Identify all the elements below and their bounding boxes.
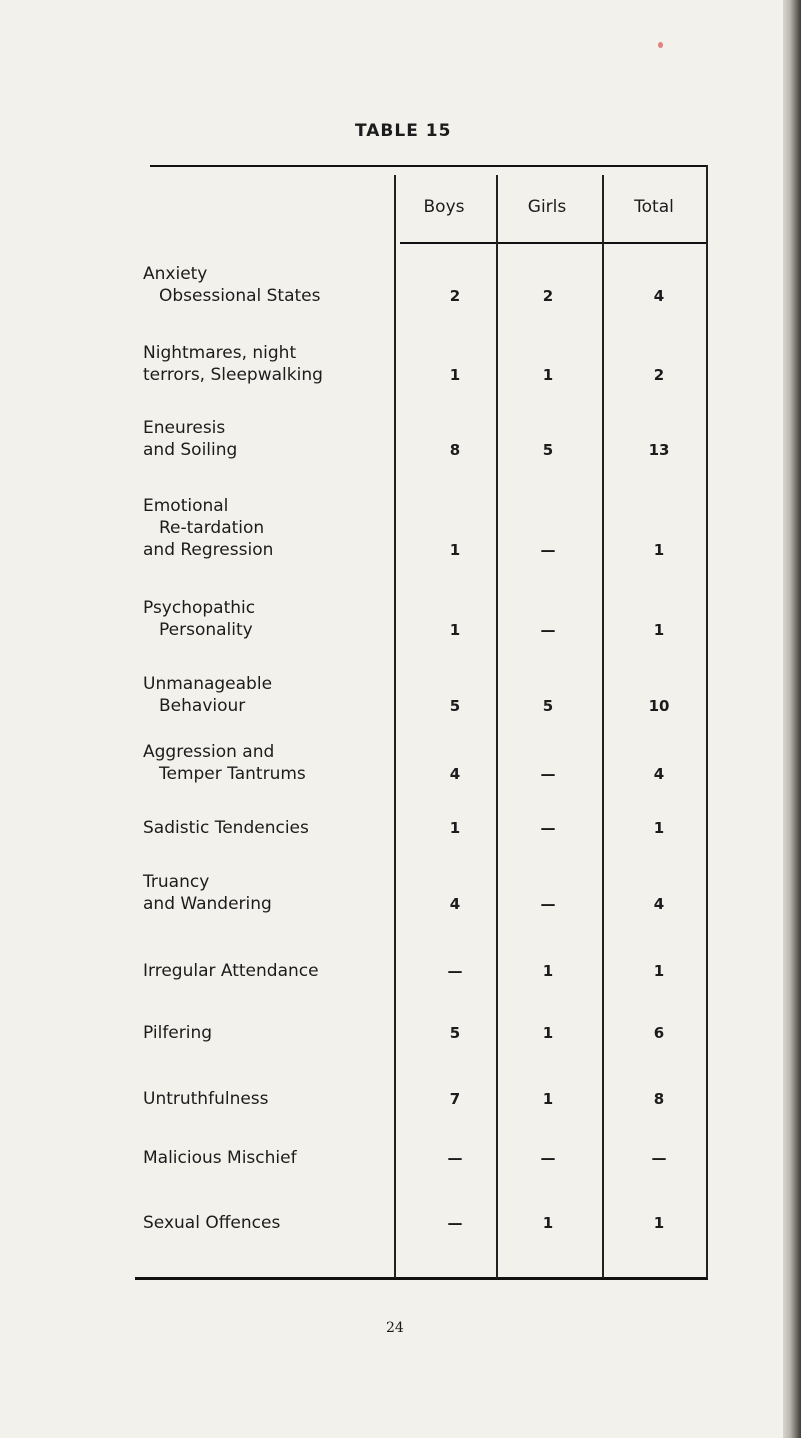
cell-boys: 1 [449, 541, 461, 559]
cell-total: 1 [653, 1214, 665, 1232]
row-label-line: Nightmares, night [143, 343, 297, 363]
row-label [143, 263, 393, 307]
cell-boys: 4 [449, 895, 461, 913]
column-rule-girls [496, 175, 498, 1278]
cell-total: 10 [648, 697, 670, 715]
cell-boys: 7 [449, 1090, 461, 1108]
cell-total: 1 [653, 962, 665, 980]
cell-boys: 1 [449, 366, 461, 384]
cell-boys: 1 [449, 819, 461, 837]
column-header-total: Total [634, 197, 674, 217]
row-label [143, 1147, 393, 1169]
row-label-line: Psychopathic [143, 598, 256, 618]
cell-girls: — [540, 1149, 556, 1167]
cell-boys: 8 [449, 441, 461, 459]
row-label-line: Temper Tantrums [159, 764, 306, 784]
row-label-line: Obsessional States [159, 286, 321, 306]
top-rule [150, 165, 708, 167]
row-label-line: Anxiety [143, 264, 208, 284]
cell-total: 4 [653, 287, 665, 305]
cell-girls: 1 [542, 1024, 554, 1042]
cell-total: 4 [653, 895, 665, 913]
cell-girls: 1 [542, 962, 554, 980]
row-label [143, 597, 393, 641]
cell-girls: 2 [542, 287, 554, 305]
row-label-line: Re-tardation [159, 518, 265, 538]
cell-girls: 5 [542, 697, 554, 715]
column-rule-total [602, 175, 604, 1278]
row-label [143, 1088, 393, 1110]
cell-boys: — [447, 1214, 463, 1232]
cell-boys: — [447, 1149, 463, 1167]
cell-girls: 1 [542, 1214, 554, 1232]
row-label-line: Personality [159, 620, 253, 640]
row-label [143, 1022, 393, 1044]
row-label-line: terrors, Sleepwalking [143, 365, 323, 385]
row-label [143, 495, 393, 561]
cell-total: 6 [653, 1024, 665, 1042]
cell-girls: — [540, 895, 556, 913]
cell-total: 1 [653, 621, 665, 639]
cell-total: 1 [653, 541, 665, 559]
row-label-line: Irregular Attendance [143, 961, 319, 981]
row-label [143, 1212, 393, 1234]
cell-boys: 4 [449, 765, 461, 783]
column-header-girls: Girls [527, 197, 567, 217]
row-label [143, 741, 393, 785]
cell-girls: — [540, 819, 556, 837]
cell-total: 8 [653, 1090, 665, 1108]
row-label-line: and Regression [143, 540, 274, 560]
row-label [143, 417, 393, 461]
column-rule-boys [394, 175, 396, 1278]
ink-speck [658, 42, 663, 48]
cell-girls: 1 [542, 1090, 554, 1108]
cell-total: — [651, 1149, 667, 1167]
row-label-line: and Soiling [143, 440, 238, 460]
column-header-boys: Boys [423, 197, 465, 217]
cell-girls: 5 [542, 441, 554, 459]
row-label-line: Behaviour [159, 696, 246, 716]
cell-boys: 5 [449, 697, 461, 715]
row-label-line: Emotional [143, 496, 229, 516]
row-label-line: and Wandering [143, 894, 272, 914]
cell-girls: — [540, 621, 556, 639]
row-label-line: Aggression and [143, 742, 275, 762]
cell-girls: — [540, 541, 556, 559]
row-label [143, 871, 393, 915]
row-label-line: Sexual Offences [143, 1213, 281, 1233]
header-rule [400, 242, 708, 244]
row-label [143, 817, 393, 839]
cell-boys: 2 [449, 287, 461, 305]
row-label-line: Pilfering [143, 1023, 213, 1043]
row-label-line: Truancy [143, 872, 210, 892]
row-label-line: Unmanageable [143, 674, 273, 694]
right-rule [706, 165, 708, 1278]
cell-total: 2 [653, 366, 665, 384]
row-label [143, 673, 393, 717]
row-label [143, 960, 393, 982]
cell-total: 13 [648, 441, 670, 459]
row-label [143, 342, 393, 386]
row-label-line: Eneuresis [143, 418, 226, 438]
bottom-rule [135, 1277, 708, 1280]
cell-boys: — [447, 962, 463, 980]
cell-boys: 5 [449, 1024, 461, 1042]
cell-boys: 1 [449, 621, 461, 639]
cell-total: 4 [653, 765, 665, 783]
cell-total: 1 [653, 819, 665, 837]
row-label-line: Sadistic Tendencies [143, 818, 309, 838]
table-title: TABLE 15 [355, 121, 452, 141]
cell-girls: — [540, 765, 556, 783]
cell-girls: 1 [542, 366, 554, 384]
page-number: 24 [386, 1320, 404, 1336]
row-label-line: Malicious Mischief [143, 1148, 297, 1168]
page-edge-shadow [783, 0, 801, 1438]
row-label-line: Untruthfulness [143, 1089, 269, 1109]
